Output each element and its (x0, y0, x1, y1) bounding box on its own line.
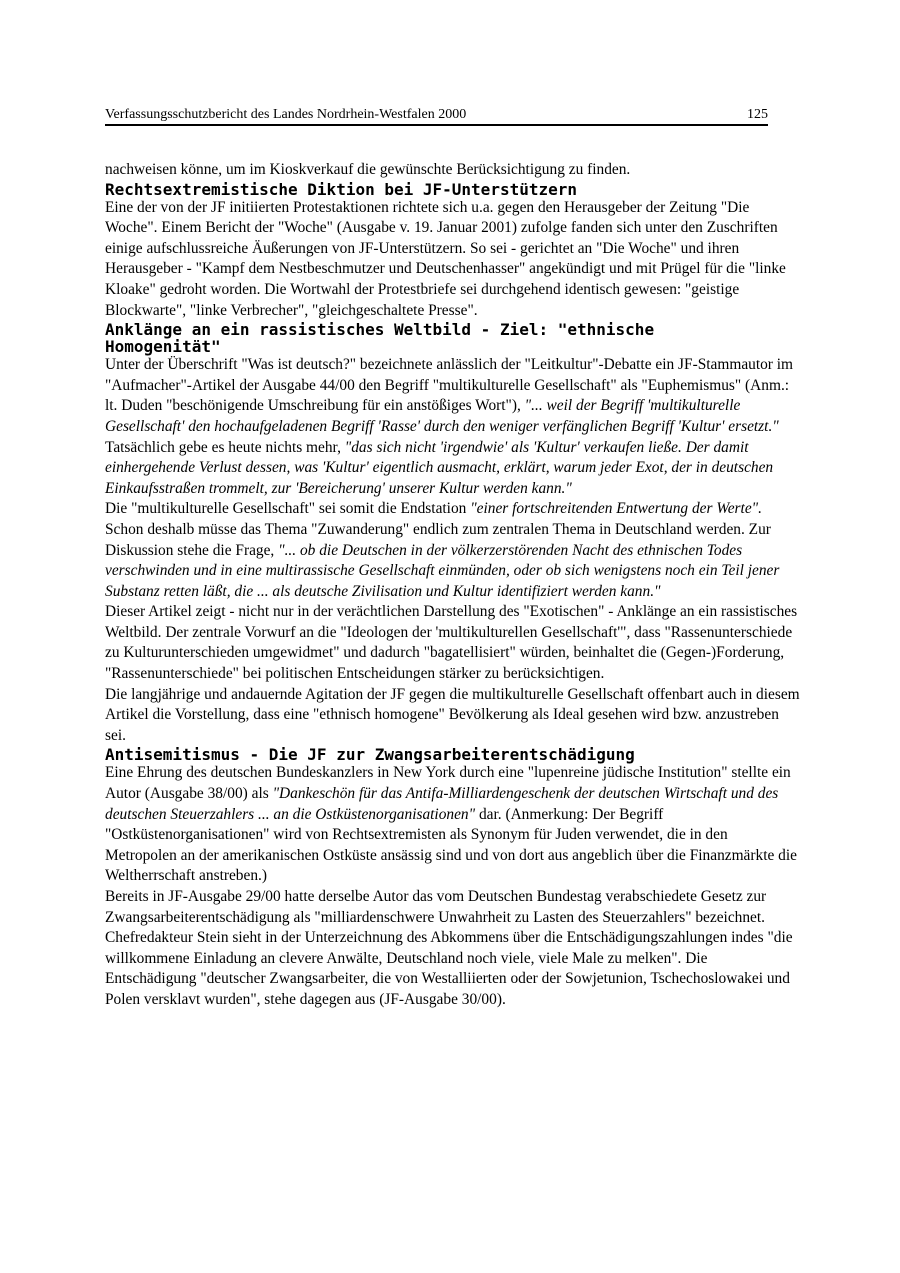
section-heading-weltbild: Anklänge an ein rassistisches Weltbild - Ziel: "ethnische Homogenität" (105, 320, 655, 357)
text-span: Schon deshalb müsse das Thema "Zuwanderung" endlich zum zentralen Thema in Deutschland werden. Zur Diskussion stehe die Frage, (105, 520, 771, 559)
header-title: Verfassungsschutzbericht des Landes Nordrhein-Westfalen 2000 (105, 107, 467, 122)
paragraph (105, 355, 800, 499)
text-span: Die "multikulturelle Gesellschaft" sei somit die Endstation (105, 500, 471, 518)
quote-span: "Dankeschön für das Antifa-Milliardengeschenk der deutschen Wirtschaft und des deutschen Steuerzahlers ... an die Ostküstenorganisationen" (105, 785, 779, 823)
page-header (105, 106, 768, 126)
section-heading-diktion: Rechtsextremistische Diktion bei JF-Unterstützern (105, 179, 578, 199)
quote-span: "einer fortschreitenden Entwertung der Werte". (470, 500, 762, 518)
paragraph: Bereits in JF-Ausgabe 29/00 hatte derselbe Autor das vom Deutschen Bundestag verabschiedete Gesetz zur Zwangsarbeiterentschädigung als "milliardenschwere Unwahrheit zu Lasten des Steuerzahlers" bezeichnet. Chefredakteur Stein sieht in der Unterzeichnung des Abkommens über die Entschädigungszahlungen indes "die willkommene Einladung an clevere Anwälte, Deutschland noch viele, viele Male zu melken". Die Entschädigung "deutscher Zwangsarbeiter, die von Westalliierten oder der Sowjetunion, Tschechoslowakei und Polen versklavt wurden", stehe dagegen aus (JF-Ausgabe 30/00). (105, 888, 793, 1008)
intro-paragraph: nachweisen könne, um im Kioskverkauf die gewünschte Berücksichtigung zu finden. (105, 161, 631, 178)
text-span: Unter der Überschrift "Was ist deutsch?" bezeichnete anlässlich der "Leitkultur"-Debatte ein JF-Stammautor im "Aufmacher"-Artikel der Ausgabe 44/00 den Begriff "multikulturelle Gesellschaft" als "Euphemismus" (Anm.: lt. Duden "beschönigende Umschreibung für ein anstößiges Wort"), (105, 356, 794, 415)
quote-span: "... ob die Deutschen in der völkerzerstörenden Nacht des ethnischen Todes verschwinden und in eine multirassische Gesellschaft einmünden, oder ob sich wenigstens noch ein Teil jener Substanz retten läßt, die ... als deutsche Zivilisation und Kultur identifiziert werden kann." (105, 541, 780, 600)
paragraph: Dieser Artikel zeigt - nicht nur in der verächtlichen Darstellung des "Exotischen" - Anklänge an ein rassistisches Weltbild. Der zentrale Vorwurf an die "Ideologen der 'multikulturellen Gesellschaft'", dass "Rassenunterschiede zu Kulturunterschieden umgewidmet" und dadurch "bagatellisiert" würden, beinhaltet die (Gegen-)Forderung, "Rassenunterschiede" bei politischen Entscheidungen stärker zu berücksichtigen. (105, 603, 798, 683)
section-heading-antisemitismus: Antisemitismus - Die JF zur Zwangsarbeiterentschädigung (105, 745, 635, 765)
text-span: dar. (Anmerkung: Der Begriff "Ostküstenorganisationen" wird von Rechtsextremisten als Synonym für Juden verwendet, die in den Metropolen an der amerikanischen Ostküste ansässig sind und von dort aus angeblich über die Finanzmärkte die Weltherrschaft anstreben.) (105, 805, 797, 885)
text-span: Eine Ehrung des deutschen Bundeskanzlers in New York durch eine "lupenreine jüdische Institution" stellte ein Autor (Ausgabe 38/00) als (105, 764, 791, 803)
page-content (105, 160, 800, 1011)
paragraph: Eine der von der JF initiierten Protestaktionen richtete sich u.a. gegen den Herausgeber der Zeitung "Die Woche". Einem Bericht der "Woche" (Ausgabe v. 19. Januar 2001) zufolge fanden sich unter den Zuschriften einige aufschlussreiche Äußerungen von JF-Unterstützern. So sei - gerichtet an "Die Woche" und ihren Herausgeber - "Kampf dem Nestbeschmutzer und Deutschenhasser" angekündigt und mit Prügel für die "linke Kloake" gedroht worden. Die Wortwahl der Protestbriefe sei durchgehend identisch gewesen: "geistige Blockwarte", "linke Verbrecher", "gleichgeschaltete Presse". (105, 198, 786, 319)
paragraph: Die langjährige und andauernde Agitation der JF gegen die multikulturelle Gesellschaft offenbart auch in diesem Artikel die Vorstellung, dass eine "ethnisch homogene" Bevölkerung als Ideal gesehen wird bzw. anzustreben sei. (105, 685, 800, 744)
paragraph (105, 763, 800, 887)
quote-span: "... weil der Begriff 'multikulturelle Gesellschaft' den hochaufgeladenen Begriff 'Rasse' durch den weniger verfänglichen Begriff 'Kultur' ersetzt." (105, 397, 779, 435)
quote-span: "das sich nicht 'irgendwie' als 'Kultur' verkaufen ließe. Der damit einhergehende Verlust dessen, was 'Kultur' eigentlich ausmacht, erklärt, warum jeder Exot, der in deutschen Einkaufsstraßen trommelt, zur 'Bereicherung' unserer Kultur werden kann." (105, 438, 774, 497)
text-span: Tatsächlich gebe es heute nichts mehr, (105, 438, 345, 456)
paragraph (105, 499, 800, 602)
page-number: 125 (747, 107, 768, 122)
